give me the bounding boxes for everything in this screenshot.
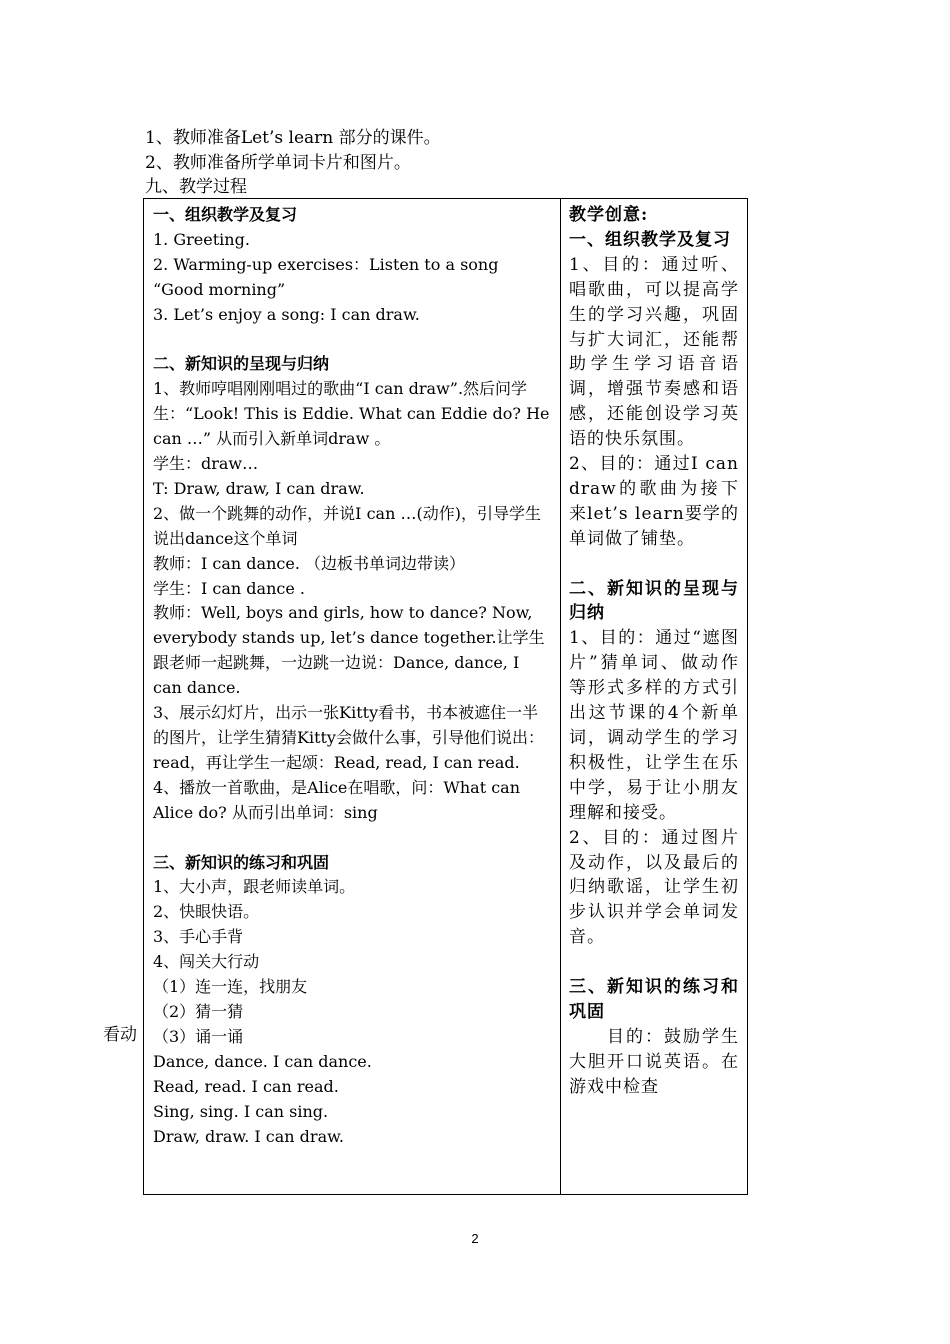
section-heading-review: 一、组织教学及复习 — [153, 205, 298, 224]
step-text: 4、播放一首歌曲，是Alice在唱歌，问：What can Alice do? 从而引出单词：sing — [153, 777, 521, 822]
step-text: 学生：draw… — [153, 454, 259, 474]
section-heading-practice: 三、新知识的练习和巩固 — [153, 852, 330, 872]
step-text: 2、做一个跳舞的动作，并说I can …(动作)，引导学生说出dance这个单词 — [153, 503, 541, 548]
rationale-heading: 三、新知识的练习和巩固 — [569, 977, 739, 1022]
step-text: （3）诵一诵 — [153, 1026, 244, 1046]
process-column — [144, 199, 561, 1195]
step-text: “Good morning” — [153, 279, 286, 299]
rationale-text: 1、目的：通过“遮图片”猜单词、做动作等形式多样的方式引出这节课的4个新单词，调动学生的学习积极性，让学生在乐中学，易于让小朋友理解和接受。 — [569, 628, 739, 823]
chant-line: Dance, dance. I can dance. — [153, 1051, 372, 1071]
rationale-heading: 一、组织教学及复习 — [569, 229, 731, 250]
chant-line: Draw, draw. I can draw. — [153, 1126, 344, 1146]
step-text: 1、大小声，跟老师读单词。 — [153, 877, 356, 897]
rationale-text: 2、目的：通过I can draw的歌曲为接下来let’s learn要学的单词做了铺垫。 — [569, 454, 739, 549]
rationale-column — [561, 199, 748, 1195]
intro-line-2: 2、教师准备所学单词卡片和图片。 — [145, 153, 411, 173]
step-text: （1）连一连，找朋友 — [153, 977, 308, 997]
step-text: 3、手心手背 — [153, 927, 244, 947]
rationale-text: 目的：鼓励学生大胆开口说英语。在游戏中检查 — [569, 1026, 739, 1097]
teaching-process-table — [143, 198, 748, 1195]
rationale-title: 教学创意: — [569, 205, 649, 225]
step-text: 2. Warming-up exercises：Listen to a song — [153, 254, 499, 274]
rationale-text: 1、目的：通过听、唱歌曲，可以提高学生的学习兴趣，巩固与扩大词汇，还能帮助学生学习语音语调，增强节奏感和语感，还能创设学习英语的快乐氛围。 — [569, 254, 739, 450]
margin-note: 看动 — [103, 1025, 137, 1045]
intro-line-1: 1、教师准备Let’s learn 部分的课件。 — [145, 128, 441, 148]
section-title: 九、教学过程 — [145, 177, 247, 197]
step-text: 3、展示幻灯片，出示一张Kitty看书，书本被遮住一半的图片，让学生猜猜Kitty会做什么事，引导他们说出：read，再让学生一起颂：Read, read, I can read. — [153, 703, 544, 772]
section-heading-presentation: 二、新知识的呈现与归纳 — [153, 354, 330, 374]
step-text: 2、快眼快语。 — [153, 902, 260, 922]
step-text: 1. Greeting. — [153, 229, 250, 249]
step-text: T: Draw, draw, I can draw. — [153, 478, 365, 498]
step-text: 4、闯关大行动 — [153, 952, 260, 972]
step-text: 学生：I can dance . — [153, 578, 305, 598]
rationale-text: 2、目的：通过图片及动作，以及最后的归纳歌谣，让学生初步认识并学会单词发音。 — [569, 827, 739, 948]
rationale-heading: 二、新知识的呈现与归纳 — [569, 578, 739, 624]
step-text: 教师：Well, boys and girls, how to dance? Now, everybody stands up, let’s dance together.让学生跟老师一起跳舞，一边跳一边说：Dance, dance, I can dance. — [153, 603, 545, 698]
step-text: 教师：I can dance. （边板书单词边带读） — [153, 553, 465, 573]
step-text: （2）猜一猜 — [153, 1001, 244, 1021]
step-text: 1、教师哼唱刚刚唱过的歌曲“I can draw”.然后问学生：“Look! This is Eddie. What can Eddie do? He can …” 从而引入新单词draw 。 — [153, 379, 550, 449]
page-number: 2 — [471, 1231, 479, 1246]
chant-line: Sing, sing. I can sing. — [153, 1101, 329, 1121]
step-text: 3. Let’s enjoy a song: I can draw. — [153, 304, 420, 324]
chant-line: Read, read. I can read. — [153, 1076, 339, 1096]
